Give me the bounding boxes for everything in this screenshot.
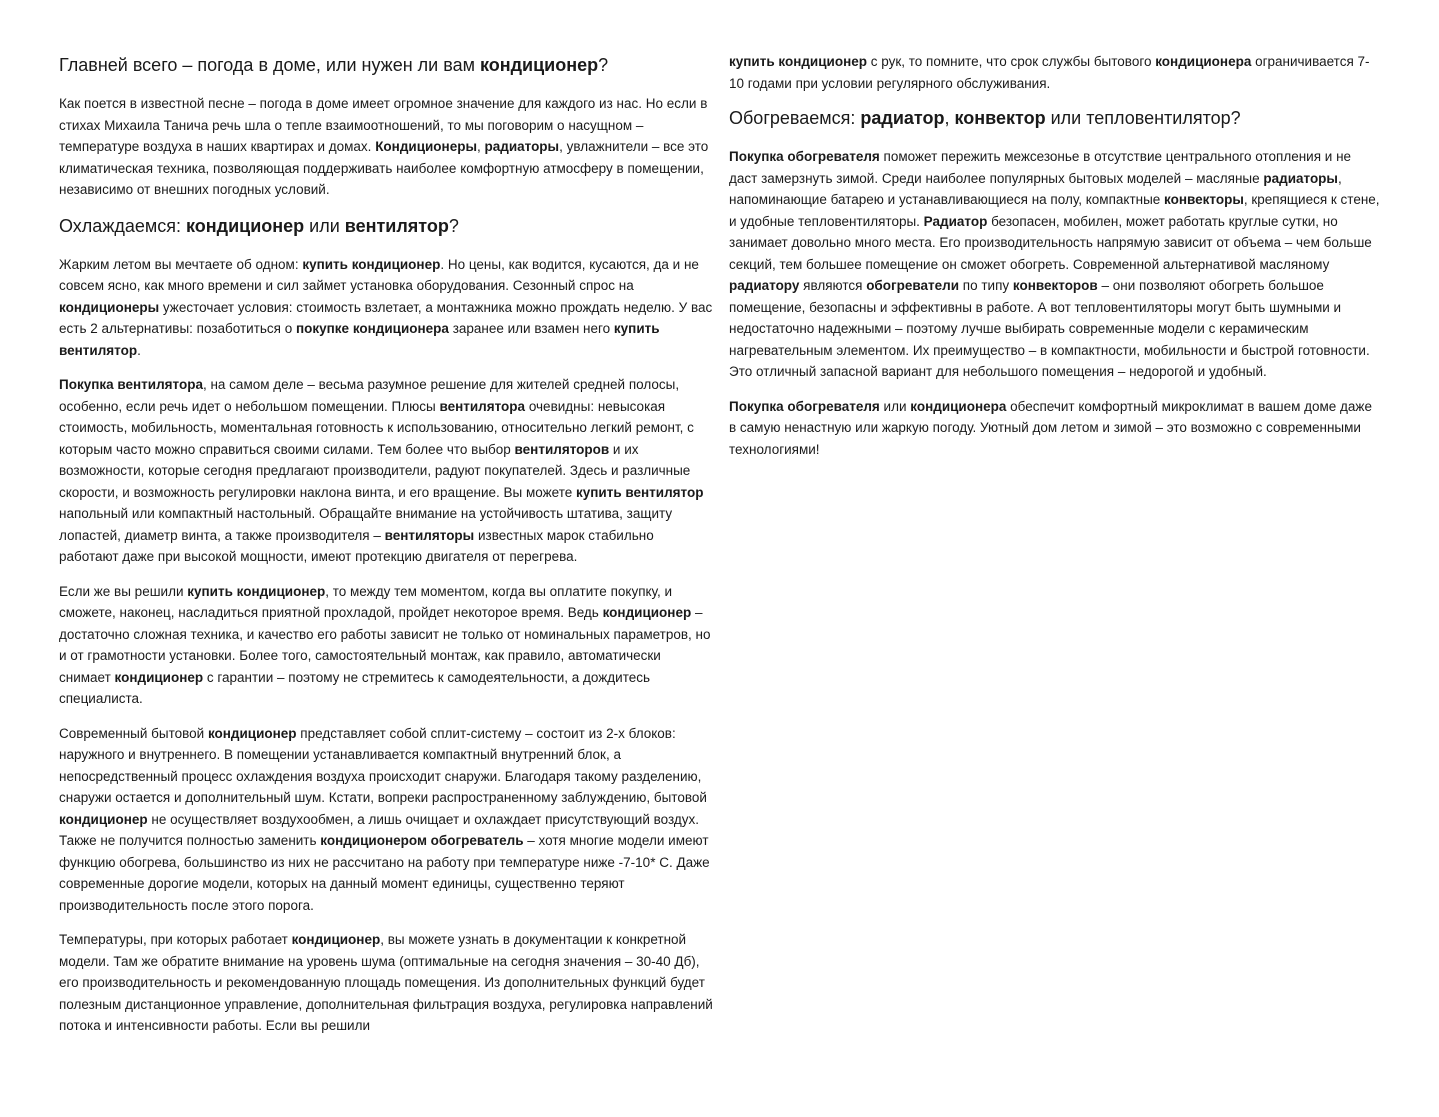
bold-keyword: кондиционер bbox=[114, 669, 204, 685]
bold-keyword: купить вентилятор bbox=[59, 321, 660, 358]
bold-keyword: конвектор bbox=[954, 108, 1046, 128]
bold-keyword: купить кондиционер bbox=[302, 256, 441, 272]
paragraph-split-system: Современный бытовой кондиционер представляет собой сплит-систему – состоит из 2-х блоков: наружного и внутреннего. В помещении устанавливается компактный внутренний блок, а непосредственный процесс охлаждения воздуха происходит снаружи. Благодаря такому разделению, снаружи остается и дополнительный шум. Кстати, вопреки распространенному заблуждению, бытовой кондиционер не осуществляет воздухообмен, а лишь очищает и охлаждает присутствующий воздух. Также не получится полностью заменить кондиционером обогреватель – хотя многие модели имеют функцию обогрева, большинство из них не рассчитано на работу при температуре ниже -7-10* С. Даже современные дорогие модели, которых на данный момент единицы, существенно теряют производительность после этого порога. bbox=[59, 725, 710, 913]
bold-keyword: кондиционер bbox=[479, 55, 599, 75]
bold-keyword: радиаторы bbox=[484, 139, 560, 154]
bold-keyword: купить вентилятор bbox=[576, 484, 704, 500]
bold-keyword: кондиционеры bbox=[59, 299, 160, 315]
bold-keyword: Покупка обогревателя bbox=[729, 398, 880, 414]
bold-keyword: кондиционер bbox=[59, 811, 148, 827]
paragraph-temperatures: Температуры, при которых работает кондиционер, вы можете узнать в документации к конкретной модели. Там же обратите внимание на уровень шума (оптимальные на сегодня значения – 30-40 Дб), его производительность и рекомендованную площадь помещения. Из дополнительных функций будет полезным дистанционное управление, дополнительная фильтрация воздуха, регулировка направлений потока и интенсивности работы. Если вы решили bbox=[59, 932, 713, 1033]
paragraph-ac-install: Если же вы решили купить кондиционер, то между тем моментом, когда вы оплатите покупку, и сможете, наконец, насладиться приятной прохладой, пройдет некоторое время. Ведь кондиционер – достаточно сложная техника, и качество его работы зависит не только от номинальных параметров, но и от грамотности установки. Более того, самостоятельный монтаж, как правило, автоматически снимает кондиционер с гарантии – поэтому не стремитесь к самодеятельности, а дождитесь специалиста. bbox=[59, 583, 711, 706]
bold-keyword: вентилятора bbox=[439, 398, 526, 414]
bold-keyword: обогреватели bbox=[866, 278, 960, 293]
right-column bbox=[729, 0, 1381, 473]
bold-keyword: конвекторов bbox=[1012, 278, 1098, 293]
bold-keyword: кондиционер bbox=[186, 215, 305, 236]
paragraph-heaters: Покупка обогревателя поможет пережить межсезонье в отсутствие центрального отопления и не даст замерзнуть зимой. Среди наиболее популярных бытовых моделей – масляные радиаторы, напоминающие батарею и устанавливающиеся на полу, компактные конвекторы, крепящиеся к стене, и удобные тепловентиляторы. Радиатор безопасен, мобилен, может работать круглые сутки, но занимает довольно много места. Его производительность напрямую зависит от объема – чем больше секций, тем большее помещение он сможет обогреть. Современной альтернативой масляному радиатору являются обогреватели по типу конвекторов – они позволяют обогреть большое помещение, безопасны и эффективны в работе. А вот тепловентиляторы могут быть шумными и недостаточно надежными – поэтому лучше выбирать современные модели с керамическим нагревательным элементом. Их преимущество – в компактности, мобильности и быстрой готовности. Это отличный запасной вариант для небольшого помещения – недорогой и удобный. bbox=[729, 149, 1380, 379]
bold-keyword: кондиционера bbox=[910, 398, 1007, 414]
paragraph-fan: Покупка вентилятора, на самом деле – весьма разумное решение для жителей средней полосы, особенно, если речь идет о небольшом помещении. Плюсы вентилятора очевидны: невысокая стоимость, мобильность, моментальная готовность к использованию, относительно легкий ремонт, с которым часто можно справиться своими силами. Тем более что выбор вентиляторов и их возможности, которые сегодня предлагают производители, радуют покупателей. Здесь и различные скорости, и возможность регулировки наклона винта, и его вращение. Вы можете купить вентилятор напольный или компактный настольный. Обращайте внимание на устойчивость штатива, защиту лопастей, диаметр винта, а также производителя – вентиляторы известных марок стабильно работают даже при высокой мощности, имеют протекцию двигателя от перегрева. bbox=[59, 377, 704, 564]
bold-keyword: Покупка обогревателя bbox=[729, 149, 880, 164]
left-column bbox=[59, 0, 713, 1050]
bold-keyword: кондиционер bbox=[207, 725, 297, 741]
bold-keyword: радиатор bbox=[860, 108, 945, 128]
paragraph-intro: Как поется в известной песне – погода в доме имеет огромное значение для каждого из нас. Но если в стихах Михаила Танича речь шла о тепле взаимоотношений, то мы поговорим о насущном – температуре воздуха в наших квартирах и домах. Кондиционеры, радиаторы, увлажнители – все это климатическая техника, позволяющая поддерживать наиболее комфортную атмосферу в помещении, независимо от внешних погодных условий. bbox=[59, 96, 709, 197]
bold-keyword: вентиляторов bbox=[514, 441, 610, 457]
bold-keyword: покупке кондиционера bbox=[295, 321, 449, 336]
bold-keyword: купить кондиционер bbox=[187, 583, 326, 599]
paragraph-conclusion: Покупка обогревателя или кондиционера обеспечит комфортный микроклимат в вашем доме даже в самую ненастную или жаркую погоду. Уютный дом летом и зимой – это возможно с современными технологиями! bbox=[729, 398, 1372, 457]
bold-keyword: радиатору bbox=[729, 278, 800, 293]
bold-keyword: кондиционер bbox=[602, 605, 692, 620]
bold-keyword: кондиционера bbox=[1155, 54, 1252, 69]
bold-keyword: кондиционером обогреватель bbox=[320, 833, 524, 848]
bold-keyword: радиаторы bbox=[1263, 170, 1338, 186]
bold-keyword: Радиатор bbox=[923, 213, 988, 229]
bold-keyword: вентиляторы bbox=[384, 527, 475, 543]
bold-keyword: конвекторы bbox=[1164, 192, 1244, 207]
paragraph-summer: Жарким летом вы мечтаете об одном: купить кондиционер. Но цены, как водится, кусаются, да и не совсем ясно, как много времени и сил займет установка оборудования. Сезонный спрос на кондиционеры ужесточает условия: стоимость взлетает, а монтажника можно прождать неделю. У вас есть 2 альтернативы: позаботиться о покупке кондиционера заранее или взамен него купить вентилятор. bbox=[59, 256, 713, 358]
section-heading-heating: Обогреваемся: радиатор, конвектор или тепловентилятор? bbox=[729, 108, 1241, 128]
section-heading-cooling: Охлаждаемся: кондиционер или вентилятор? bbox=[59, 215, 459, 236]
paragraph-continued: купить кондиционер с рук, то помните, что срок службы бытового кондиционера ограничивается 7-10 годами при условии регулярного обслуживания. bbox=[729, 54, 1370, 91]
bold-keyword: Покупка вентилятора bbox=[59, 377, 203, 392]
section-heading-intro: Главней всего – погода в доме, или нужен ли вам кондиционер? bbox=[59, 55, 609, 75]
bold-keyword: купить кондиционер bbox=[729, 54, 867, 69]
bold-keyword: вентилятор bbox=[344, 215, 449, 236]
bold-keyword: Кондиционеры bbox=[375, 139, 477, 154]
bold-keyword: кондиционер bbox=[291, 932, 381, 947]
